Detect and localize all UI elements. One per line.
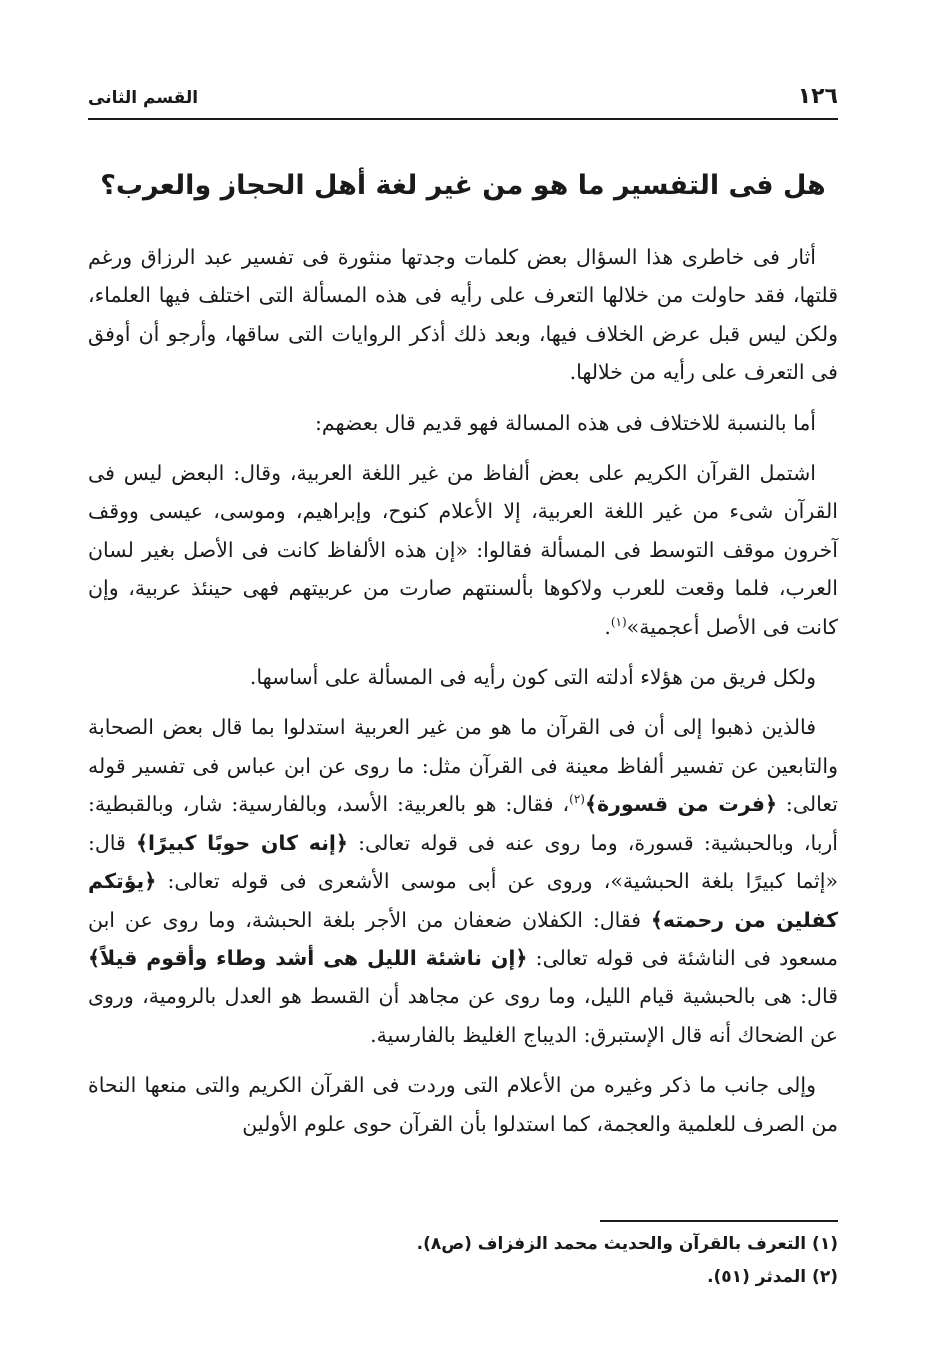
paragraph-5-text-4: فقال: الكفلان ضعفان من الأجر بلغة الحبشة، وما روى عن ابن مسعود فى الناشئة فى قوله تعالى: (88, 907, 838, 970)
quran-verse-2: ﴿إنه كان حوبًا كبيرًا﴾ (135, 830, 348, 855)
footnote-ref-2[interactable]: (٢) (569, 792, 585, 807)
section-label: القسم الثانى (88, 88, 199, 108)
footnote-ref-1[interactable]: (١) (610, 614, 627, 629)
body-text (88, 238, 838, 1155)
paragraph-1: أثار فى خاطرى هذا السؤال بعض كلمات وجدتها منثورة فى تفسير عبد الرزاق ورغم قلتها، فقد حاولت من خلالها التعرف على رأيه فى هذه المسألة التى اختلف فيها العلماء، ولكن ليس قبل عرض الخلاف فيها، وبعد ذلك أذكر الروايات التى ساقها، وأرجو أن أوفق فى التعرف على رأيه من خلالها. (88, 245, 838, 385)
paragraph-2: أما بالنسبة للاختلاف فى هذه المسالة فهو قديم قال بعضهم: (314, 410, 816, 435)
footnote-2: (٢) المدثر (٥١). (707, 1267, 838, 1287)
paragraph-5-text-3: قال: «إثما كبيرًا بلغة الحبشية»، وروى عن أبى موسى الأشعرى فى قوله تعالى: (88, 830, 838, 894)
paragraph-5-text-2: ، فقال: هو بالعربية: الأسد، وبالفارسية: شار، وبالقبطية: أربا، وبالحبشية: قسورة، وما روى عنه فى قوله تعالى: (88, 792, 838, 855)
footnotes (88, 1228, 838, 1294)
quran-verse-1: ﴿فرت من قسورة﴾ (584, 792, 777, 817)
footnote-separator (600, 1220, 838, 1222)
paragraph-5-text-5: قال: هى بالحبشية قيام الليل، وما روى عن مجاهد أن القسط هو العدل بالرومية، وروى عن الضحاك أنه قال الإستبرق: الديباج الغليظ بالفارسية. (88, 984, 838, 1047)
paragraph-6: وإلى جانب ما ذكر وغيره من الأعلام التى وردت فى القرآن الكريم والتى منعها النحاة من الصرف للعلمية والعجمة، كما استدلوا بأن القرآن حوى علوم الأولين (88, 1073, 838, 1136)
quran-verse-4: ﴿إن ناشئة الليل هى أشد وطاء وأقوم قيلاً﴾ (88, 945, 528, 970)
paragraph-3-end: . (604, 614, 611, 639)
page-number: ١٢٦ (797, 84, 838, 109)
paragraph-5 (88, 708, 838, 1054)
footnote-1: (١) التعرف بالقرآن والحديث محمد الزفزاف (ص٨). (416, 1234, 838, 1254)
quran-verse-3: ﴿يؤتكم كفلين من رحمته﴾ (88, 869, 839, 932)
paragraph-3 (88, 454, 838, 646)
running-header (88, 84, 838, 120)
chapter-title: هل فى التفسير ما هو من غير لغة أهل الحجاز والعرب؟ (100, 170, 826, 201)
paragraph-5-text-1: فالذين ذهبوا إلى أن فى القرآن ما هو من غير العربية استدلوا بما قال بعض الصحابة والتابعين عن تفسير ألفاظ معينة فى القرآن مثل: ما روى عن ابن عباس فى تفسير قوله تعالى: (88, 715, 838, 817)
paragraph-4: ولكل فريق من هؤلاء أدلته التى كون رأيه فى المسألة على أساسها. (249, 665, 816, 690)
paragraph-3-text: اشتمل القرآن الكريم على بعض ألفاظ من غير اللغة العربية، وقال: البعض ليس فى القرآن شىء من غير اللغة العربية، إلا الأعلام كنوح، وإبراهيم، وموسى، عيسى ووقف آخرون موقف التوسط فى المسألة فقالوا: «إن هذه الألفاظ كانت فى الأصل بغير لسان العرب، فلما وقعت للعرب ولاكوها بألسنتهم صارت من عربيتهم فهى حينئذ عربية، وإن كانت فى الأصل أعجمية» (88, 461, 838, 639)
